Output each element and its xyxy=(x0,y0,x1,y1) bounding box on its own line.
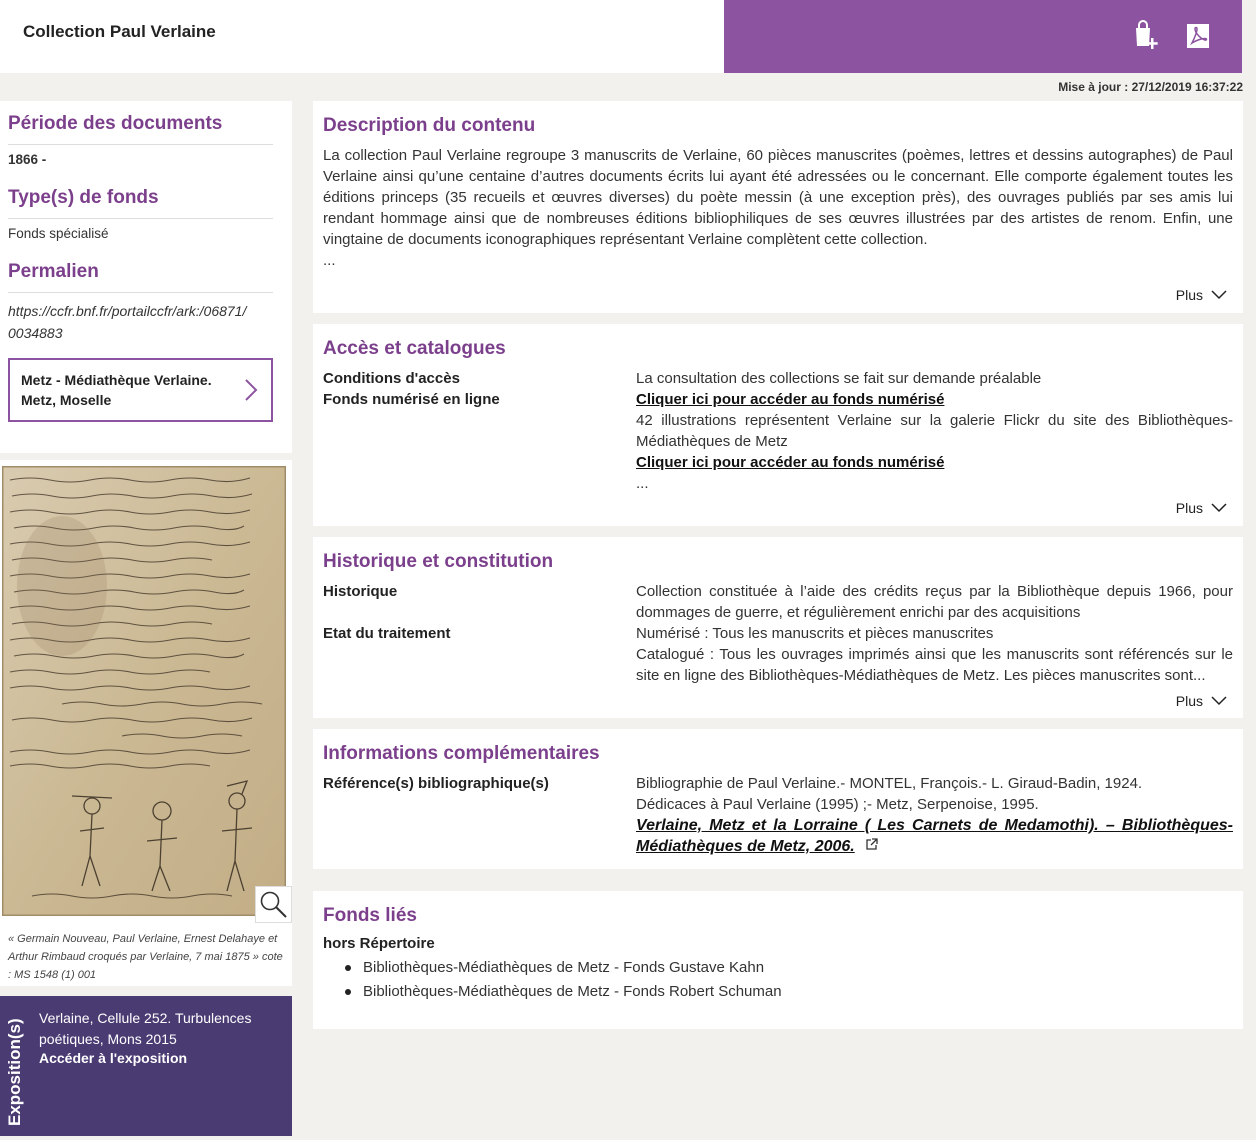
type-value: Fonds spécialisé xyxy=(8,226,109,241)
exhibition-card xyxy=(0,996,292,1136)
library-name: Metz - Médiathèque Verlaine. Metz, Moselle xyxy=(21,372,212,408)
description-ellipsis: ... xyxy=(323,252,336,269)
history-card xyxy=(313,537,1243,718)
library-link[interactable] xyxy=(8,358,273,422)
chevron-down-icon xyxy=(1211,503,1227,513)
header-actions xyxy=(724,0,1242,73)
digitized-link[interactable]: Cliquer ici pour accéder au fonds numérisé xyxy=(636,391,945,408)
pdf-icon[interactable] xyxy=(1184,20,1214,52)
list-item[interactable]: Bibliothèques-Médiathèques de Metz - Fonds Robert Schuman xyxy=(343,980,1233,1004)
access-conditions-label: Conditions d'accès xyxy=(323,370,460,387)
access-conditions-row xyxy=(323,368,1233,389)
digitized-link[interactable]: Cliquer ici pour accéder au fonds numérisé xyxy=(636,454,945,471)
history-plus-button[interactable] xyxy=(1176,693,1227,709)
description-text: La collection Paul Verlaine regroupe 3 manuscrits de Verlaine, 60 pièces manuscrites (poèmes, lettres et dessins autographes) de Paul Verlaine ainsi qu’une centaine d’autres documents écrits lui ayant été adressées ou le concernant. Elle comporte également toutes les éditions princeps (35 recueils et œuvres diverses) du poète messin (à une exception près), des ouvrages publiés par ses amis lui rendant hommage ainsi que de nombreuses éditions bibliophiliques de ses œuvres illustrées par des artistes de renom. Enfin, une vingtaine de documents iconographiques représentant Verlaine complètent cette collection. xyxy=(323,147,1233,248)
permalink-heading: Permalien xyxy=(8,261,273,293)
access-plus-button[interactable] xyxy=(1176,500,1227,516)
history-row xyxy=(323,581,1233,623)
exhibition-label: Exposition(s) xyxy=(5,1018,24,1126)
exhibition-title: Verlaine, Cellule 252. Turbulences poétiques, Mons 2015 xyxy=(39,1010,252,1047)
image-caption: « Germain Nouveau, Paul Verlaine, Ernest Delahaye et Arthur Rimbaud croqués par Verlaine, 7 mai 1875 » cote : MS 1548 (1) 001 xyxy=(8,933,283,981)
reference-item: Dédicaces à Paul Verlaine (1995) ;- Metz, Serpenoise, 1995. xyxy=(636,796,1039,813)
page-title: Collection Paul Verlaine xyxy=(23,22,216,41)
digitized-row xyxy=(323,389,1233,494)
exhibition-link[interactable]: Accéder à l'exposition xyxy=(39,1050,188,1066)
linked-collections-heading: Fonds liés xyxy=(323,905,417,926)
plus-label: Plus xyxy=(1175,693,1203,709)
external-link-icon xyxy=(865,838,878,851)
access-ellipsis: ... xyxy=(636,475,649,492)
processing-value: Catalogué : Tous les ouvrages imprimés ainsi que les manuscrits sont référencés sur le site en ligne des Bibliothèques-Médiathèques de Metz. Les pièces manuscrites sont... xyxy=(636,646,1233,684)
zoom-button[interactable] xyxy=(255,886,292,923)
flickr-text: 42 illustrations représentent Verlaine sur la galerie Flickr du site des Bibliothèques-Médiathèques de Metz xyxy=(636,412,1233,450)
plus-label: Plus xyxy=(1175,500,1203,516)
history-heading: Historique et constitution xyxy=(323,551,554,572)
linked-collections-card xyxy=(313,891,1243,1029)
linked-collections-subheading: hors Répertoire xyxy=(323,935,435,952)
add-to-basket-icon[interactable] xyxy=(1132,20,1162,52)
permalink-line: 0034883 xyxy=(8,325,63,341)
permalink[interactable] xyxy=(8,300,273,344)
update-timestamp: Mise à jour : 27/12/2019 16:37:22 xyxy=(1058,80,1243,94)
period-heading: Période des documents xyxy=(8,113,273,145)
history-value: Collection constituée à l’aide des crédits reçus par la Bibliothèque depuis 1966, pour dommages de guerre, et régulièrement enrichi par des acquisitions xyxy=(636,583,1233,621)
magnifier-icon xyxy=(256,887,291,922)
header-bar xyxy=(0,0,724,73)
reference-link[interactable]: Verlaine, Metz et la Lorraine ( Les Carnets de Medamothi). – Bibliothèques-Médiathèques de Metz, 2006. xyxy=(636,817,1233,855)
access-card xyxy=(313,324,1243,526)
period-value: 1866 - xyxy=(8,152,47,167)
description-heading: Description du contenu xyxy=(323,115,536,136)
additional-info-card xyxy=(313,729,1243,869)
reference-item: Bibliographie de Paul Verlaine.- MONTEL, François.- L. Giraud-Badin, 1924. xyxy=(636,775,1143,792)
plus-label: Plus xyxy=(1175,287,1203,303)
processing-row xyxy=(323,623,1233,686)
additional-info-heading: Informations complémentaires xyxy=(323,743,600,764)
manuscript-image[interactable] xyxy=(2,466,286,916)
access-conditions-value: La consultation des collections se fait sur demande préalable xyxy=(636,370,1042,387)
digitized-label: Fonds numérisé en ligne xyxy=(323,391,500,408)
chevron-down-icon xyxy=(1211,290,1227,300)
processing-label: Etat du traitement xyxy=(323,625,451,642)
list-item[interactable]: Bibliothèques-Médiathèques de Metz - Fonds Gustave Kahn xyxy=(343,956,1233,980)
references-label: Référence(s) bibliographique(s) xyxy=(323,775,549,792)
access-heading: Accès et catalogues xyxy=(323,338,506,359)
references-row xyxy=(323,773,1233,857)
type-heading: Type(s) de fonds xyxy=(8,187,273,219)
description-card xyxy=(313,101,1243,313)
chevron-down-icon xyxy=(1211,696,1227,706)
permalink-line: https://ccfr.bnf.fr/portailccfr/ark:/06871/ xyxy=(8,303,247,319)
metadata-sidebar xyxy=(0,101,292,453)
description-plus-button[interactable] xyxy=(1176,287,1227,303)
chevron-right-icon xyxy=(243,378,259,402)
linked-collections-list xyxy=(323,956,1233,1004)
history-label: Historique xyxy=(323,583,398,600)
illustration-card xyxy=(0,460,292,986)
processing-value: Numérisé : Tous les manuscrits et pièces manuscrites xyxy=(636,625,994,642)
